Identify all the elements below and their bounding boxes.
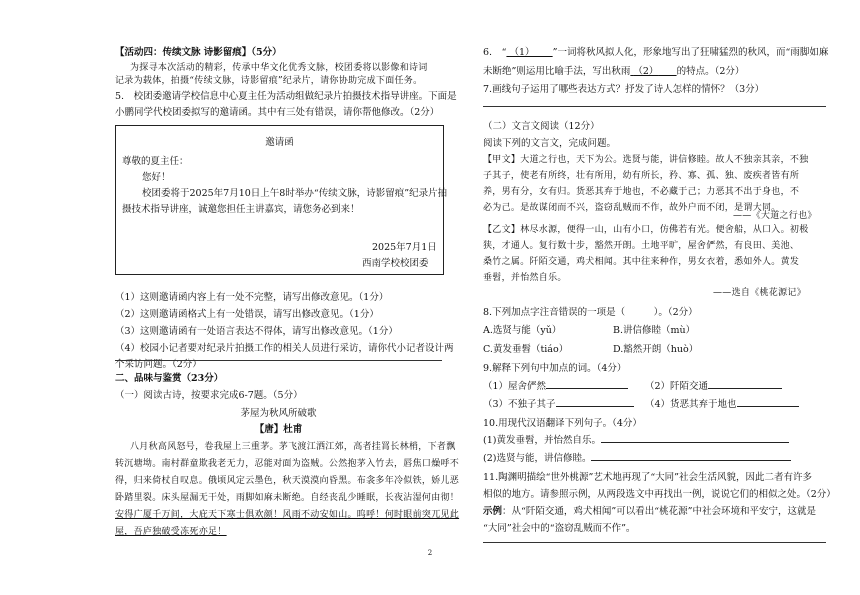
jia-line-2: 子其子，使老有所终，壮有所用，幼有所长，矜、寡、孤、独、废疾者皆有所: [483, 171, 800, 181]
jia-line-3: 养，男有分，女有归。货恶其弃于地也，不必藏于己；力恶其不出于身也，不: [483, 187, 800, 197]
reading-2-intro: 阅读下列的文言文，完成问题。: [483, 138, 617, 149]
q5-sub-3: （3）这则邀请函有一处语言表达不得体，请写出修改意见。（1分）: [115, 326, 398, 337]
q6-line-2-end: 的特点。（2分）: [676, 66, 745, 77]
answer-line: [115, 360, 442, 361]
poem-line-5-underlined: 安得广厦千万间，大庇天下寒士俱欢颜！风雨不动安如山。呜呼！何时眼前突兀见此: [115, 510, 460, 520]
q11-line-1: 11.陶渊明描绘“世外桃源”艺术地再现了“大同”社会生活风貌，因此二者有许多: [483, 472, 813, 483]
letter-date: 2025年7月1日: [372, 242, 437, 253]
poem-line-3: 得，归来倚杖自叹息。俄顷风定云墨色，秋天漠漠向昏黑。布衾多年冷似铁，娇儿恶: [115, 476, 460, 486]
q8-option-b[interactable]: B.讲信修睦（mù）: [613, 325, 696, 336]
q8-option-a[interactable]: A.选贤与能（yǔ）: [483, 325, 562, 336]
q6-blank-2[interactable]: （2）: [633, 66, 659, 77]
poem-title: 茅屋为秋风所破歌: [240, 408, 317, 419]
intro-line-1: 为探寻本次活动的精彩，传承中华文化优秀文脉，校团委将以影像和诗词: [130, 63, 428, 73]
q11-line-2: 相似的地方。请参照示例，从两段选文中再找出一例，说说它们的相似之处。（2分）: [483, 489, 836, 500]
page-number: 2: [427, 549, 433, 557]
poem-line-6-underlined: 屋，吾庐独破受冻死亦足！: [115, 527, 227, 537]
jia-source: ——《大道之行也》: [733, 211, 817, 221]
section-2-heading: 二、品味与鉴赏（23分）: [115, 373, 224, 384]
jia-line-4: 必为己。是故谋闭而不兴，盗窃乱贼而不作，故外户而不闭，是谓大同。: [483, 203, 781, 213]
q8-option-c[interactable]: C.黄发垂髫（tiáo）: [483, 344, 569, 355]
q7-text: 7.画线句子运用了哪些表达方式？抒发了诗人怎样的情怀？（3分）: [483, 84, 765, 95]
q10-blank-2[interactable]: [591, 450, 791, 461]
letter-body-line-1: 校团委将于2025年7月10日上午8时举办“传续文脉，诗影留痕”纪录片拍: [142, 188, 448, 199]
q5-line-2: 小鹏同学代校团委拟写的邀请函。其中有三处有错误，请你帮他修改。（2分）: [115, 107, 440, 118]
letter-signature: 西南学校校团委: [362, 258, 429, 269]
q9-blank-3[interactable]: [556, 396, 634, 407]
q8-option-d[interactable]: D.豁然开朗（huò）: [613, 344, 699, 355]
q10-item-2: (2)选贤与能，讲信修睦。: [483, 450, 791, 464]
poem-line-4: 卧踏里裂。床头屋漏无干处，雨脚如麻未断绝。自经丧乱少睡眠，长夜沾湿何由彻！: [115, 493, 460, 503]
q10-blank-1[interactable]: [601, 432, 789, 443]
letter-title: 邀请函: [265, 137, 294, 148]
invitation-letter-box: [115, 125, 448, 275]
answer-line: [483, 542, 826, 543]
letter-body-line-2: 摄技术指导讲座，诚邀您担任主讲嘉宾，请您务必到来！: [122, 204, 360, 215]
q9-item-4: （4）货恶其弃于地也: [645, 396, 799, 410]
q11-line-4: “大同”社会中的“盗窃乱贼而不作”。: [483, 523, 636, 534]
letter-salutation: 尊敬的夏主任：: [122, 156, 189, 167]
q5-sub-4-line-2: 个采访问题。（2分）: [115, 359, 202, 370]
q6-prefix: 6. “: [483, 47, 507, 58]
poem-author: 【唐】杜甫: [254, 424, 303, 435]
q10-text: 10.用现代汉语翻译下列句子。（4分）: [483, 418, 642, 429]
q9-item-2: （2）阡陌交通: [645, 378, 782, 392]
q10-item-1: (1)黄发垂髫，并怡然自乐。: [483, 432, 789, 446]
yi-line-3: 桑竹之属。阡陌交通，鸡犬相闻。其中往来种作，男女衣着，悉如外人。黄发: [483, 257, 800, 267]
intro-line-2: 记录为载体，拍摄“传续文脉，诗影留痕”纪录片，请你协助完成下面任务。: [115, 76, 423, 86]
reading-2-heading: （二）文言文阅读（12分）: [483, 121, 600, 132]
q5-sub-1: （1）这则邀请函内容上有一处不完整，请写出修改意见。（1分）: [115, 292, 389, 303]
letter-greeting: 您好！: [142, 172, 171, 183]
q6-text: ”一词将秋风拟人化，形象地写出了狂啸猛烈的秋风，而“雨脚如麻: [552, 47, 829, 58]
yi-line-2: 狭，才通人。复行数十步，豁然开朗。土地平旷，屋舍俨然，有良田、美池、: [483, 241, 800, 251]
q9-blank-4[interactable]: [737, 396, 799, 407]
activity-title: 【活动四：传续文脉 诗影留痕】（5分）: [115, 47, 282, 58]
answer-line: [483, 106, 826, 107]
q9-text: 9.解释下列句中加点的词。（4分）: [483, 363, 627, 374]
yi-line-4: 垂髫，并怡然自乐。: [483, 273, 567, 283]
q5-sub-2: （2）这则邀请函格式上有一处错误，请写出修改意见。（1分）: [115, 309, 379, 320]
q9-item-3: （3）不独子其子: [483, 396, 634, 410]
q8-text: 8.下列加点字注音错误的一项是（ ）。（2分）: [483, 307, 698, 318]
yi-source: ——选自《桃花源记》: [713, 288, 807, 298]
q9-blank-1[interactable]: [546, 378, 628, 389]
q5-line-1: 5. 校团委邀请学校信息中心夏主任为活动组做纪录片拍摄技术指导讲座。下面是: [115, 91, 457, 102]
q5-sub-4-line-1: （4）校园小记者要对纪录片拍摄工作的相关人员进行采访，请你代小记者设计两: [115, 343, 454, 354]
yi-line-1: 【乙文】林尽水源，便得一山，山有小口，仿佛若有光。便舍船，从口入。初极: [483, 225, 809, 235]
q9-item-1: （1）屋舍俨然: [483, 378, 628, 392]
q6-blank-1[interactable]: （1）: [509, 47, 535, 58]
example-label: 示例: [483, 506, 503, 517]
q11-line-3: [483, 503, 816, 517]
jia-line-1: 【甲文】大道之行也，天下为公。选贤与能，讲信修睦。故人不独亲其亲，不独: [483, 155, 809, 165]
reading-1-heading: （一）阅读古诗，按要求完成6-7题。（5分）: [115, 390, 303, 401]
poem-line-2: 转沉塘坳。南村群童欺我老无力，忍能对面为盗贼。公然抱茅入竹去，唇焦口燥呼不: [115, 459, 460, 469]
q6-line-2: [483, 63, 744, 77]
q6-line-1: [483, 44, 828, 58]
example-text: ：从“阡陌交通，鸡犬相闻”可以看出“桃花源”中社会环境和平安宁，这就是: [502, 506, 816, 517]
q9-blank-2[interactable]: [708, 378, 782, 389]
q6-line-2-text: 未断绝”则运用比喻手法，写出秋雨: [483, 66, 631, 77]
poem-line-1: 八月秋高风怒号，卷我屋上三重茅。茅飞渡江洒江郊，高者挂罥长林梢，下者飘: [130, 442, 456, 452]
